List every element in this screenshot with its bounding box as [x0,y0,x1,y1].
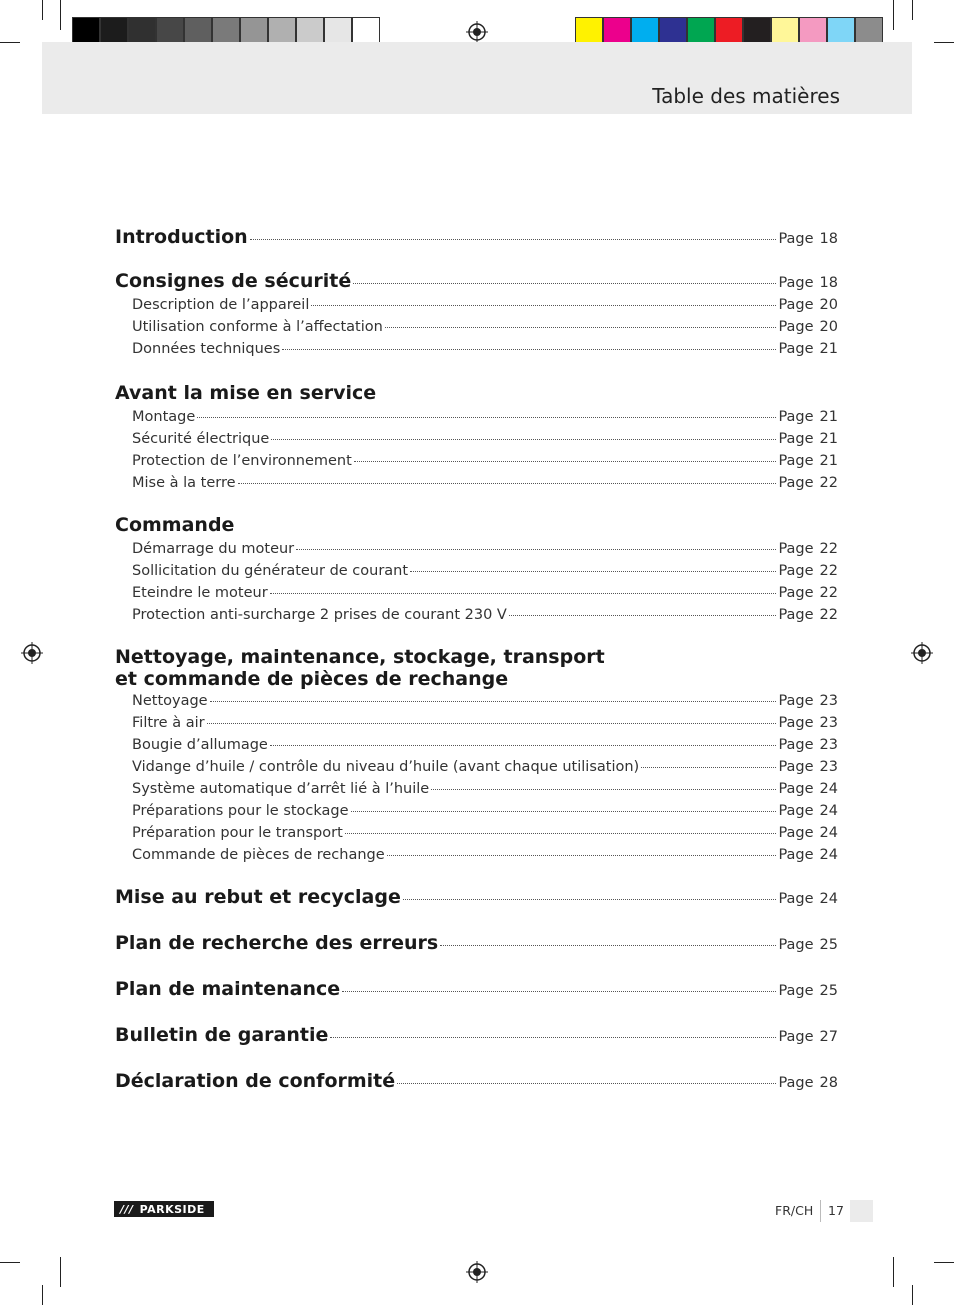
toc-entry-label: Consignes de sécurité [115,270,352,292]
color-swatch [324,17,352,45]
page-word: Page [778,825,814,841]
page-word: Page [778,847,814,863]
toc-page-number: 22 [819,563,838,579]
toc-section-heading[interactable] [115,978,838,1002]
crop-mark [42,1285,43,1305]
page-word: Page [778,341,814,357]
color-swatch [631,17,659,45]
toc-page-ref [778,538,838,560]
color-swatch [855,17,883,45]
toc-page-number: 22 [819,585,838,601]
toc-page-ref [778,582,838,604]
crop-mark [60,0,61,30]
toc-section [115,514,838,626]
page-word: Page [778,231,814,247]
toc-entry[interactable] [115,472,838,494]
toc-section [115,270,838,360]
toc-entry-label: Utilisation conforme à l’affectation [132,319,383,335]
toc-entry-label: Vidange d’huile / contrôle du niveau d’huile (avant chaque utilisation) [132,759,640,775]
leader-dots [397,1082,776,1084]
toc-page-ref [778,294,838,316]
color-swatch [771,17,799,45]
page-word: Page [778,475,814,491]
toc-page-ref [778,604,838,626]
leader-dots [270,744,777,746]
leader-dots [238,482,777,484]
toc-section [115,226,838,250]
leader-dots [354,460,777,462]
color-swatch [296,17,324,45]
footer-divider [820,1200,821,1222]
toc-entry-label: Montage [132,409,196,425]
toc-page-number: 22 [819,475,838,491]
toc-entry[interactable] [115,538,838,560]
toc-section-heading[interactable]: Commande [115,514,235,536]
page-word: Page [778,319,814,335]
page-word: Page [778,715,814,731]
toc-entry-label: Protection de l’environnement [132,453,352,469]
toc-page-number: 21 [819,341,838,357]
toc-page-ref [778,822,838,844]
toc-section [115,646,838,866]
toc-entry[interactable] [115,800,838,822]
brand-logo [114,1201,214,1217]
page-number: 17 [828,1203,844,1218]
page-word: Page [778,693,814,709]
leader-dots [311,304,776,306]
leader-dots [403,898,777,900]
leader-dots [250,238,777,240]
toc-entry[interactable] [115,844,838,866]
toc-page-ref [778,450,838,472]
color-swatch [268,17,296,45]
page-word: Page [778,759,814,775]
toc-page-number: 24 [819,803,838,819]
leader-dots [345,832,777,834]
toc-entry[interactable] [115,450,838,472]
toc-page-number: 24 [819,847,838,863]
crop-mark [42,0,43,20]
toc-section-heading[interactable]: et commande de pièces de rechange [115,668,509,690]
toc-entry[interactable] [115,734,838,756]
toc-entry-label: Nettoyage [132,693,208,709]
toc-page-number: 24 [819,781,838,797]
leader-dots [282,348,776,350]
toc-entry-label: Bulletin de garantie [115,1024,329,1046]
logo-stripes-icon: /// [120,1202,134,1216]
toc-page-ref [778,690,838,712]
leader-dots [353,282,776,284]
page-word: Page [778,607,814,623]
toc-page-ref [778,844,838,866]
crop-mark [912,1285,913,1305]
page-word: Page [778,891,814,907]
toc-entry-label: Démarrage du moteur [132,541,295,557]
registration-mark-icon [466,1261,488,1283]
toc-page-ref [778,800,838,822]
toc-entry[interactable] [115,604,838,626]
leader-dots [385,326,777,328]
leader-dots [271,438,776,440]
toc-page-number: 21 [819,409,838,425]
language-code: FR/CH [775,1203,814,1218]
page-word: Page [778,541,814,557]
color-swatch [240,17,268,45]
toc-page-ref [778,756,838,778]
crop-mark [893,1257,894,1287]
page-word: Page [778,453,814,469]
color-swatch [603,17,631,45]
toc-entry-label: Préparation pour le transport [132,825,343,841]
toc-page-ref [778,1029,838,1045]
toc-section-heading[interactable] [115,226,838,250]
leader-dots [210,700,777,702]
page-word: Page [778,431,814,447]
toc-page-number: 20 [819,319,838,335]
color-swatch [575,17,603,45]
leader-dots [207,722,777,724]
color-swatch [72,17,100,45]
leader-dots [410,570,776,572]
leader-dots [509,614,777,616]
toc-section [115,382,838,494]
toc-page-number: 25 [819,983,838,999]
leader-dots [431,788,776,790]
leader-dots [197,416,776,418]
toc-page-number: 24 [819,825,838,841]
toc-section [115,978,838,1002]
toc-entry-label: Déclaration de conformité [115,1070,396,1092]
toc-entry-label: Introduction [115,226,248,248]
toc-page-ref [778,891,838,907]
toc-page-number: 23 [819,715,838,731]
page-word: Page [778,585,814,601]
toc-page-number: 28 [819,1075,838,1091]
toc-entry-label: Sollicitation du générateur de courant [132,563,409,579]
toc-entry-label: Données techniques [132,341,281,357]
toc-entry-label: Préparations pour le stockage [132,803,349,819]
toc-entry[interactable] [115,294,838,316]
toc-entry[interactable] [115,778,838,800]
page-word: Page [778,409,814,425]
toc-page-number: 23 [819,693,838,709]
color-swatch [687,17,715,45]
toc-page-ref [778,316,838,338]
toc-entry[interactable] [115,690,838,712]
toc-entry-label: Système automatique d’arrêt lié à l’huile [132,781,430,797]
toc-entry-label: Description de l’appareil [132,297,310,313]
toc-page-ref [778,778,838,800]
crop-mark [893,0,894,30]
toc-entry-label: Plan de recherche des erreurs [115,932,439,954]
toc-page-number: 18 [819,231,838,247]
toc-section [115,932,838,956]
toc-page-number: 25 [819,937,838,953]
leader-dots [387,854,777,856]
page-word: Page [778,1075,814,1091]
toc-entry[interactable] [115,316,838,338]
registration-mark-icon [21,642,43,664]
toc-entry-label: Commande de pièces de rechange [132,847,385,863]
toc-entry-label: Plan de maintenance [115,978,341,1000]
toc-page-ref [778,937,838,953]
toc-page-ref [778,472,838,494]
leader-dots [440,944,776,946]
toc-entry-label: Sécurité électrique [132,431,270,447]
toc-page-ref [778,231,838,247]
toc-entry[interactable] [115,582,838,604]
toc-entry[interactable] [115,756,838,778]
toc-section [115,1070,838,1094]
toc-entry-label: Bougie d’allumage [132,737,268,753]
toc-page-ref [778,338,838,360]
toc-page-ref [778,1075,838,1091]
page-word: Page [778,737,814,753]
color-swatch [827,17,855,45]
toc-entry-label: Mise au rebut et recyclage [115,886,401,908]
toc-entry[interactable] [115,406,838,428]
registration-mark-icon [911,642,933,664]
toc-section-heading[interactable] [115,886,838,910]
table-of-contents [115,226,838,1094]
leader-dots [351,810,777,812]
toc-section-heading[interactable] [115,1070,838,1094]
color-swatch [128,17,156,45]
toc-page-number: 21 [819,431,838,447]
toc-page-ref [778,275,838,291]
crop-mark [934,1262,954,1263]
color-swatch [743,17,771,45]
page-word: Page [778,297,814,313]
toc-page-number: 23 [819,759,838,775]
toc-section-heading[interactable] [115,1024,838,1048]
toc-page-ref [778,734,838,756]
color-swatch [659,17,687,45]
toc-section [115,1024,838,1048]
toc-entry[interactable] [115,560,838,582]
toc-page-ref [778,712,838,734]
page-word: Page [778,781,814,797]
page-title: Table des matières [652,84,840,108]
toc-page-number: 18 [819,275,838,291]
toc-page-number: 22 [819,607,838,623]
leader-dots [296,548,776,550]
page-word: Page [778,1029,814,1045]
toc-section-heading[interactable]: Avant la mise en service [115,382,377,404]
toc-entry[interactable] [115,712,838,734]
color-swatch [352,17,380,45]
toc-page-ref [778,560,838,582]
color-swatch [212,17,240,45]
toc-page-number: 24 [819,891,838,907]
toc-page-number: 20 [819,297,838,313]
toc-page-ref [778,983,838,999]
toc-page-ref [778,428,838,450]
toc-section-heading[interactable]: Nettoyage, maintenance, stockage, transport [115,646,605,668]
toc-page-number: 27 [819,1029,838,1045]
toc-page-number: 23 [819,737,838,753]
color-swatch [184,17,212,45]
toc-page-number: 21 [819,453,838,469]
leader-dots [330,1036,776,1038]
leader-dots [342,990,776,992]
page-word: Page [778,803,814,819]
color-swatch [715,17,743,45]
page-word: Page [778,937,814,953]
toc-page-number: 22 [819,541,838,557]
color-swatch [156,17,184,45]
crop-mark [934,42,954,43]
footer-tab [850,1200,873,1222]
toc-entry-label: Eteindre le moteur [132,585,268,601]
leader-dots [270,592,777,594]
toc-entry[interactable] [115,338,838,360]
toc-entry[interactable] [115,822,838,844]
toc-entry-label: Protection anti-surcharge 2 prises de courant 230 V [132,607,507,623]
toc-page-ref [778,406,838,428]
page-word: Page [778,983,814,999]
toc-entry-label: Mise à la terre [132,475,236,491]
crop-mark [60,1257,61,1287]
crop-mark [912,0,913,20]
color-swatch [799,17,827,45]
toc-section-heading[interactable] [115,270,838,294]
page-word: Page [778,275,814,291]
toc-section-heading[interactable] [115,932,838,956]
color-swatch [100,17,128,45]
crop-mark [0,1262,20,1263]
crop-mark [0,42,20,43]
toc-entry-label: Filtre à air [132,715,205,731]
leader-dots [641,766,776,768]
toc-entry[interactable] [115,428,838,450]
page-word: Page [778,563,814,579]
registration-mark-icon [466,21,488,43]
brand-name: PARKSIDE [139,1202,205,1216]
toc-section [115,886,838,910]
